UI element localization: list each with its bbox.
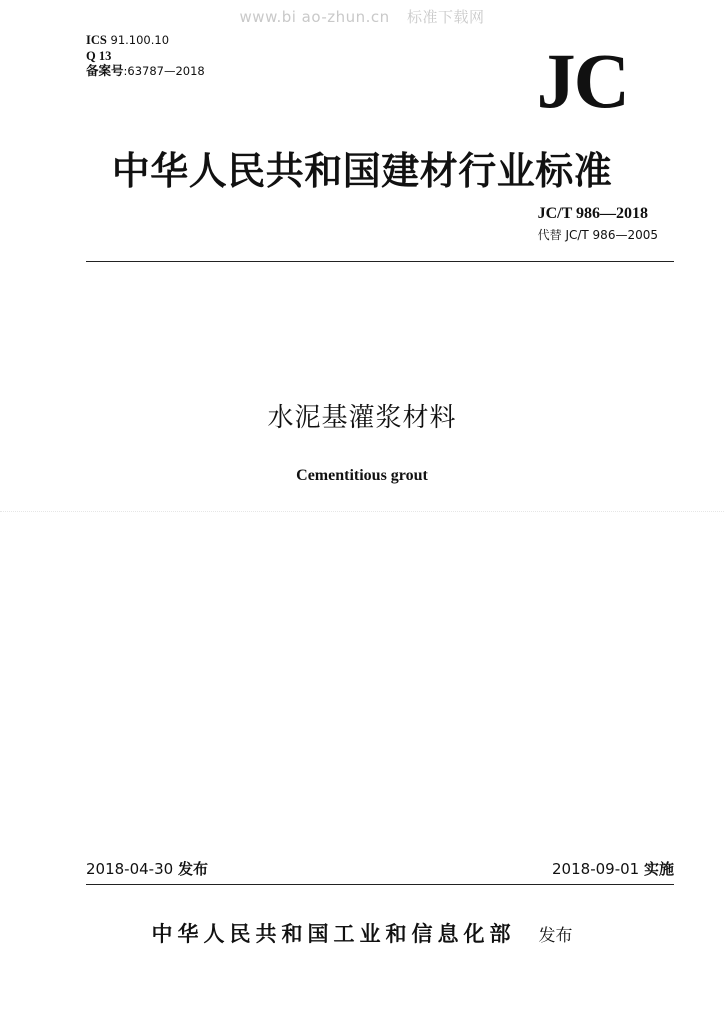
classification-block <box>86 33 205 80</box>
issue-date-line <box>86 858 208 879</box>
record-line: 备案号:63787—2018 <box>86 64 205 78</box>
standard-number: JC/T 986—2018 <box>537 205 649 222</box>
record-value: 63787—2018 <box>127 64 205 78</box>
watermark-name: 标准下载网 <box>406 8 485 26</box>
watermark <box>0 6 724 27</box>
standard-number-block <box>538 205 658 243</box>
issue-date: 2018-04-30 <box>86 860 174 878</box>
jc-logo: JC <box>536 37 628 124</box>
implement-date: 2018-09-01 <box>552 860 640 878</box>
class-code: Q 13 <box>86 48 112 63</box>
scan-dotted-line <box>0 511 724 512</box>
issuer-org: 中华人民共和国工业和信息化部 <box>151 922 516 946</box>
document-title-zh: 水泥基灌浆材料 <box>267 403 457 433</box>
bottom-divider <box>86 884 674 885</box>
standard-title: 中华人民共和国建材行业标准 <box>111 149 613 193</box>
ics-value: 91.100.10 <box>110 33 170 47</box>
issuer-action: 发布 <box>538 926 573 946</box>
watermark-site: www.bi ao-zhun.cn <box>239 8 390 26</box>
document-title-en: Cementitious grout <box>296 467 428 484</box>
ics-label: ICS <box>86 33 107 47</box>
ics-line <box>86 33 205 49</box>
implement-date-line <box>552 858 674 879</box>
replaces-standard: 代替 JC/T 986—2005 <box>537 228 658 242</box>
implement-label: 实施 <box>643 860 674 878</box>
issuer-line <box>0 918 724 948</box>
issue-label: 发布 <box>177 860 208 878</box>
record-label: 备案号 <box>86 64 124 78</box>
top-divider <box>86 261 674 262</box>
